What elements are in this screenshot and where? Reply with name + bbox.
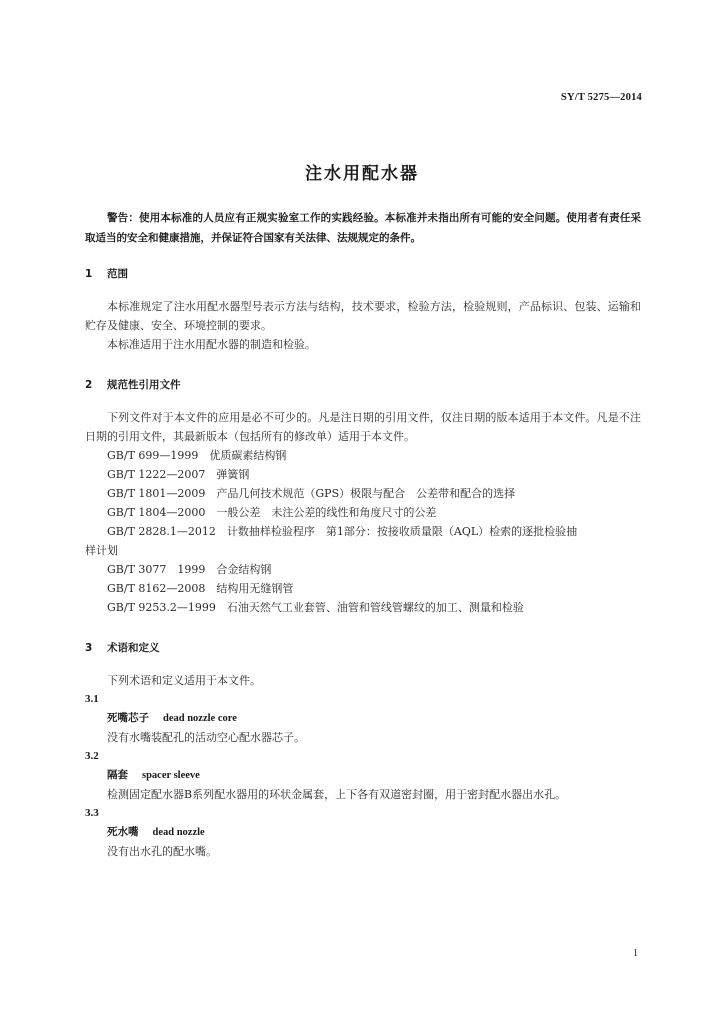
term-definition: 检测固定配水器B系列配水器用的环状金属套，上下各有双道密封圈，用于密封配水器出水孔。 xyxy=(107,788,567,801)
term-name xyxy=(85,709,641,728)
term-definition: 没有出水孔的配水嘴。 xyxy=(107,845,217,858)
term-definition: 没有水嘴装配孔的活动空心配水器芯子。 xyxy=(107,731,305,744)
section-heading-terms xyxy=(85,639,641,658)
term-number: 3.2 xyxy=(85,750,99,762)
term-name-zh: 死嘴芯子 xyxy=(107,712,149,724)
reference-item: GB/T 1222—2007 弹簧钢 xyxy=(107,468,250,481)
scope-paragraph-1: 本标准规定了注水用配水器型号表示方法与结构，技术要求，检验方法，检验规则，产品标识、包装、运输和贮存及健康、安全、环境控制的要求。 xyxy=(85,300,641,332)
standard-code: SY/T 5275—2014 xyxy=(560,92,642,103)
term-number: 3.1 xyxy=(85,693,99,705)
section-heading-scope xyxy=(85,265,641,284)
warning-paragraph: 警告：使用本标准的人员应有正规实验室工作的实践经验。本标准并未指出所有可能的安全问题。使用者有责任采取适当的安全和健康措施，并保证符合国家有关法律、法规规定的条件。 xyxy=(85,212,641,244)
reference-text: GB/T 2828.1—2012 计数抽样检验程序 第1部分：按接收质量限（AQL）检索的逐批检验抽 xyxy=(107,525,578,538)
document-title: 注水用配水器 xyxy=(305,164,419,184)
scope-paragraph-2: 本标准适用于注水用配水器的制造和检验。 xyxy=(107,338,316,351)
term-name-en: dead nozzle core xyxy=(163,713,237,724)
reference-item: GB/T 1801—2009 产品几何技术规范（GPS）极限与配合 公差带和配合的选择 xyxy=(107,487,516,500)
reference-item xyxy=(85,522,641,560)
section-number: 3 xyxy=(85,642,93,654)
reference-item: GB/T 3077 1999 合金结构钢 xyxy=(107,563,272,576)
section-heading-normative-references xyxy=(85,376,641,395)
reference-item: GB/T 1804—2000 一般公差 未注公差的线性和角度尺寸的公差 xyxy=(107,506,437,519)
reference-item: GB/T 8162—2008 结构用无缝钢管 xyxy=(107,582,294,595)
term-name-zh: 死水嘴 xyxy=(107,826,139,838)
reference-text-continuation: 样计划 xyxy=(85,544,118,557)
page-number: 1 xyxy=(633,948,638,959)
section-number: 1 xyxy=(85,268,93,280)
term-name-zh: 隔套 xyxy=(107,769,128,781)
section-number: 2 xyxy=(85,379,93,391)
term-name-en: spacer sleeve xyxy=(142,770,200,781)
term-name xyxy=(85,823,641,842)
section-title: 规范性引用文件 xyxy=(107,379,181,391)
section-title: 术语和定义 xyxy=(107,642,160,654)
term-name xyxy=(85,766,641,785)
term-number: 3.3 xyxy=(85,807,99,819)
reference-item: GB/T 9253.2—1999 石油天然气工业套管、油管和管线管螺纹的加工、测量和检验 xyxy=(107,601,524,614)
document-body xyxy=(85,208,641,861)
terms-intro: 下列术语和定义适用于本文件。 xyxy=(107,674,261,687)
reference-item: GB/T 699—1999 优质碳素结构钢 xyxy=(107,449,287,462)
term-name-en: dead nozzle xyxy=(152,827,205,838)
references-intro: 下列文件对于本文件的应用是必不可少的。凡是注日期的引用文件，仅注日期的版本适用于本文件。凡是不注日期的引用文件，其最新版本（包括所有的修改单）适用于本文件。 xyxy=(85,411,641,443)
section-title: 范围 xyxy=(107,268,128,280)
